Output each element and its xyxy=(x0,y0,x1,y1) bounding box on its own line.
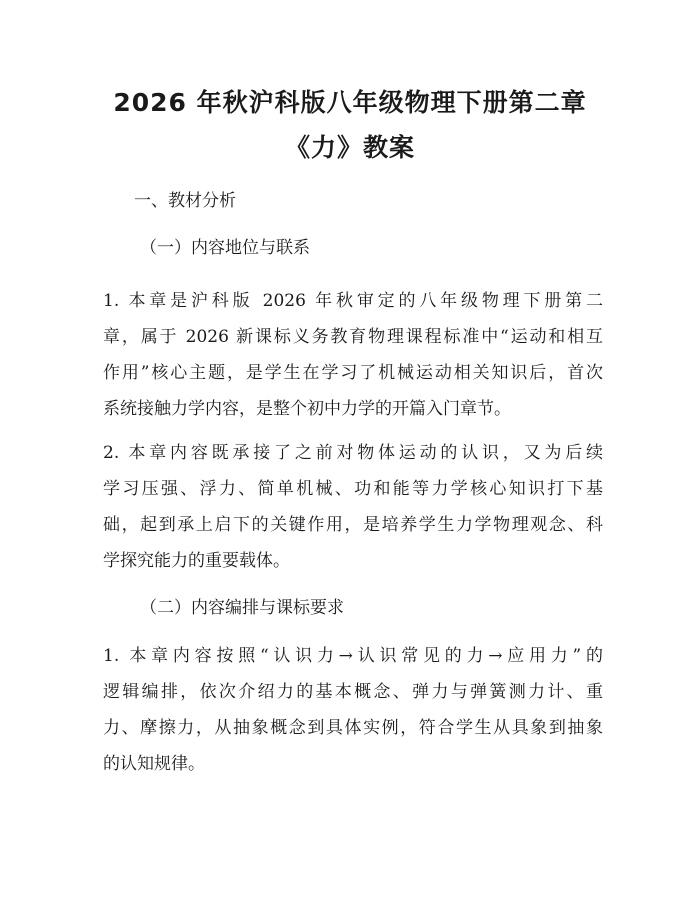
paragraph-1 xyxy=(103,283,603,427)
paragraph-2-line-3: 础，起到承上启下的关键作用，是培养学生力学物理观念、科 xyxy=(103,515,603,535)
subsection-heading-content-arrangement: （二）内容编排与课标要求 xyxy=(140,598,344,618)
document-title-line-1: 2026 年秋沪科版八年级物理下册第二章 xyxy=(113,88,587,117)
paragraph-2-line-2: 学习压强、浮力、简单机械、功和能等力学核心知识打下基 xyxy=(103,479,603,499)
section-heading-textbook-analysis: 一、教材分析 xyxy=(134,191,236,211)
paragraph-1-line-3: 作用”核心主题，是学生在学习了机械运动相关知识后，首次 xyxy=(103,363,603,383)
paragraph-2 xyxy=(103,435,603,579)
paragraph-3-line-3: 力、摩擦力，从抽象概念到具体实例，符合学生从具象到抽象 xyxy=(103,718,603,738)
document-title-line-2: 《力》教案 xyxy=(284,133,415,162)
paragraph-3-line-1: 1. 本章内容按照“认识力→认识常见的力→应用力”的 xyxy=(103,646,603,666)
paragraph-1-line-2: 章，属于 2026 新课标义务教育物理课程标准中“运动和相互 xyxy=(103,327,603,347)
paragraph-3-line-4: 的认知规律。 xyxy=(103,754,205,774)
paragraph-2-line-1: 2. 本章内容既承接了之前对物体运动的认识，又为后续 xyxy=(103,443,603,463)
subsection-heading-content-position: （一）内容地位与联系 xyxy=(140,238,310,258)
paragraph-3-line-2: 逻辑编排，依次介绍力的基本概念、弹力与弹簧测力计、重 xyxy=(103,682,603,702)
paragraph-1-line-4: 系统接触力学内容，是整个初中力学的开篇入门章节。 xyxy=(103,399,511,419)
paragraph-3 xyxy=(103,638,603,782)
paragraph-2-line-4: 学探究能力的重要载体。 xyxy=(103,551,290,571)
paragraph-1-line-1: 1. 本章是沪科版 2026 年秋审定的八年级物理下册第二 xyxy=(103,291,603,311)
